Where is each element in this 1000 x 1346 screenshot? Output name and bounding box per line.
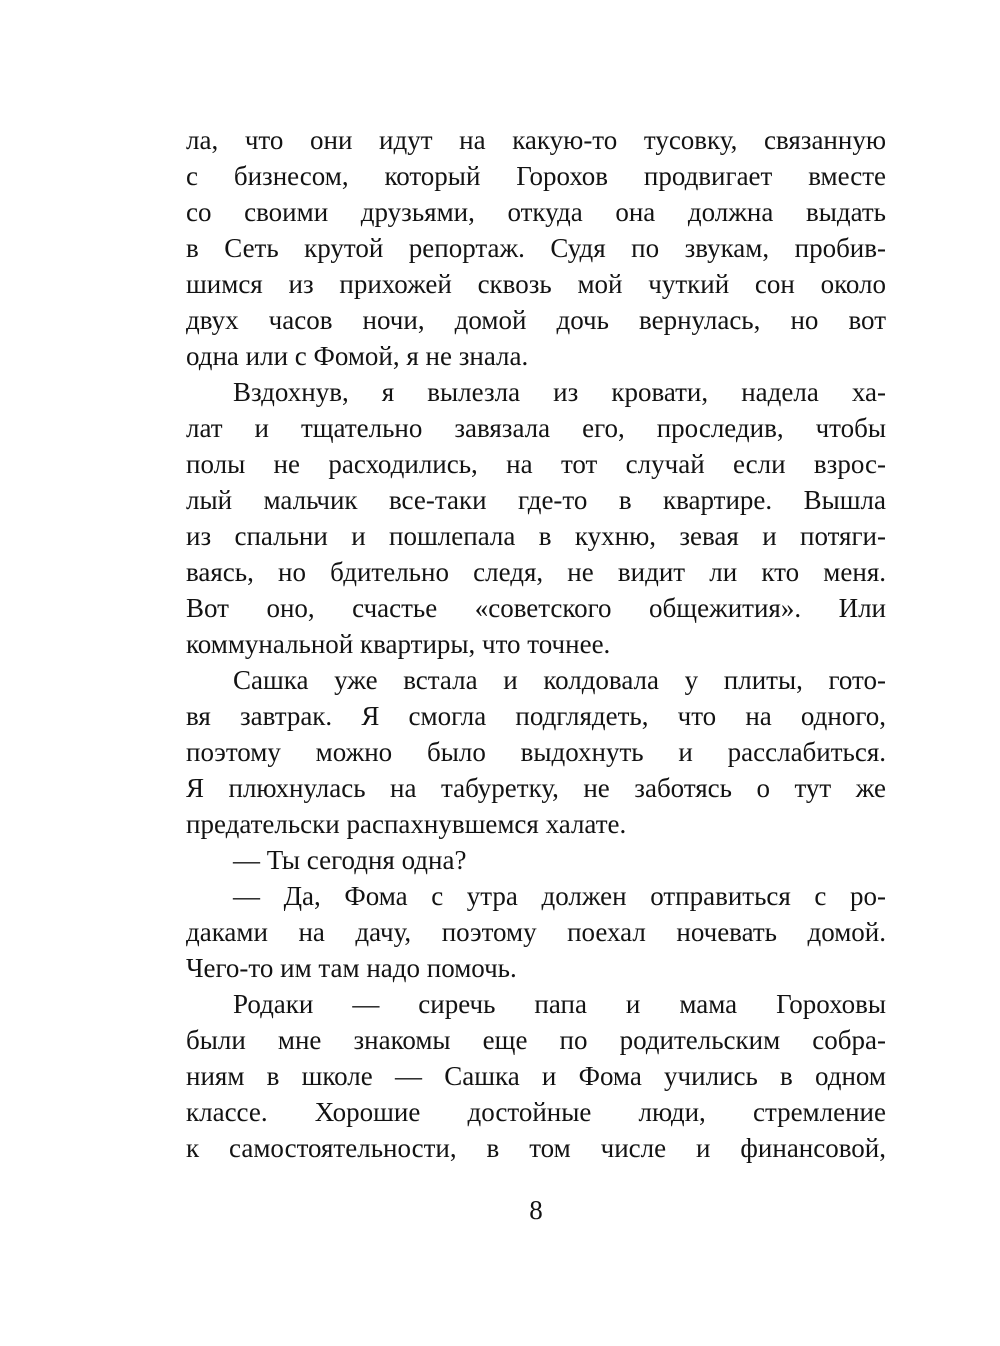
text-line: поэтому можно было выдохнуть и расслабиться.: [186, 737, 886, 767]
text-line: были мне знакомы еще по родительским собра-: [186, 1025, 886, 1055]
text-line: шимся из прихожей сквозь мой чуткий сон около: [186, 269, 886, 299]
text-line: в Сеть крутой репортаж. Судя по звукам, пробив-: [186, 233, 886, 263]
page-number: 8: [529, 1195, 543, 1225]
text-line: двух часов ночи, домой дочь вернулась, но вот: [186, 305, 886, 335]
text-line: Вздохнув, я вылезла из кровати, надела ха-: [233, 377, 886, 407]
text-line: с бизнесом, который Горохов продвигает вместе: [186, 161, 886, 191]
text-line: Сашка уже встала и колдовала у плиты, гото-: [233, 665, 886, 695]
text-line: ваясь, но бдительно следя, не видит ли кто меня.: [186, 557, 886, 587]
text-line: — Ты сегодня одна?: [233, 845, 467, 875]
text-line: ла, что они идут на какую-то тусовку, связанную: [186, 125, 886, 155]
text-line: Родаки — сиречь папа и мама Гороховы: [233, 989, 886, 1019]
text-line: предательски распахнувшемся халате.: [186, 809, 627, 839]
text-line: со своими друзьями, откуда она должна выдать: [186, 197, 886, 227]
text-line: лат и тщательно завязала его, проследив, чтобы: [186, 413, 886, 443]
text-line: вя завтрак. Я смогла подглядеть, что на одного,: [186, 701, 886, 731]
text-line: Вот оно, счастье «советского общежития». Или: [186, 593, 886, 623]
text-line: лый мальчик все-таки где-то в квартире. Вышла: [186, 485, 886, 515]
text-line: Чего-то им там надо помочь.: [186, 953, 517, 983]
text-line: одна или с Фомой, я не знала.: [186, 341, 529, 371]
text-line: даками на дачу, поэтому поехал ночевать домой.: [186, 917, 886, 947]
text-line: ниям в школе — Сашка и Фома учились в одном: [186, 1061, 886, 1091]
text-line: Я плюхнулась на табуретку, не заботясь о тут же: [186, 773, 886, 803]
text-line: коммунальной квартиры, что точнее.: [186, 629, 611, 659]
text-line: — Да, Фома с утра должен отправиться с ро-: [233, 881, 886, 911]
text-line: к самостоятельности, в том числе и финансовой,: [186, 1133, 886, 1163]
text-line: классе. Хорошие достойные люди, стремление: [186, 1097, 886, 1127]
body-text: [186, 122, 886, 1166]
text-line: полы не расходились, на тот случай если взрос-: [186, 449, 886, 479]
text-line: из спальни и пошлепала в кухню, зевая и потяги-: [186, 521, 886, 551]
